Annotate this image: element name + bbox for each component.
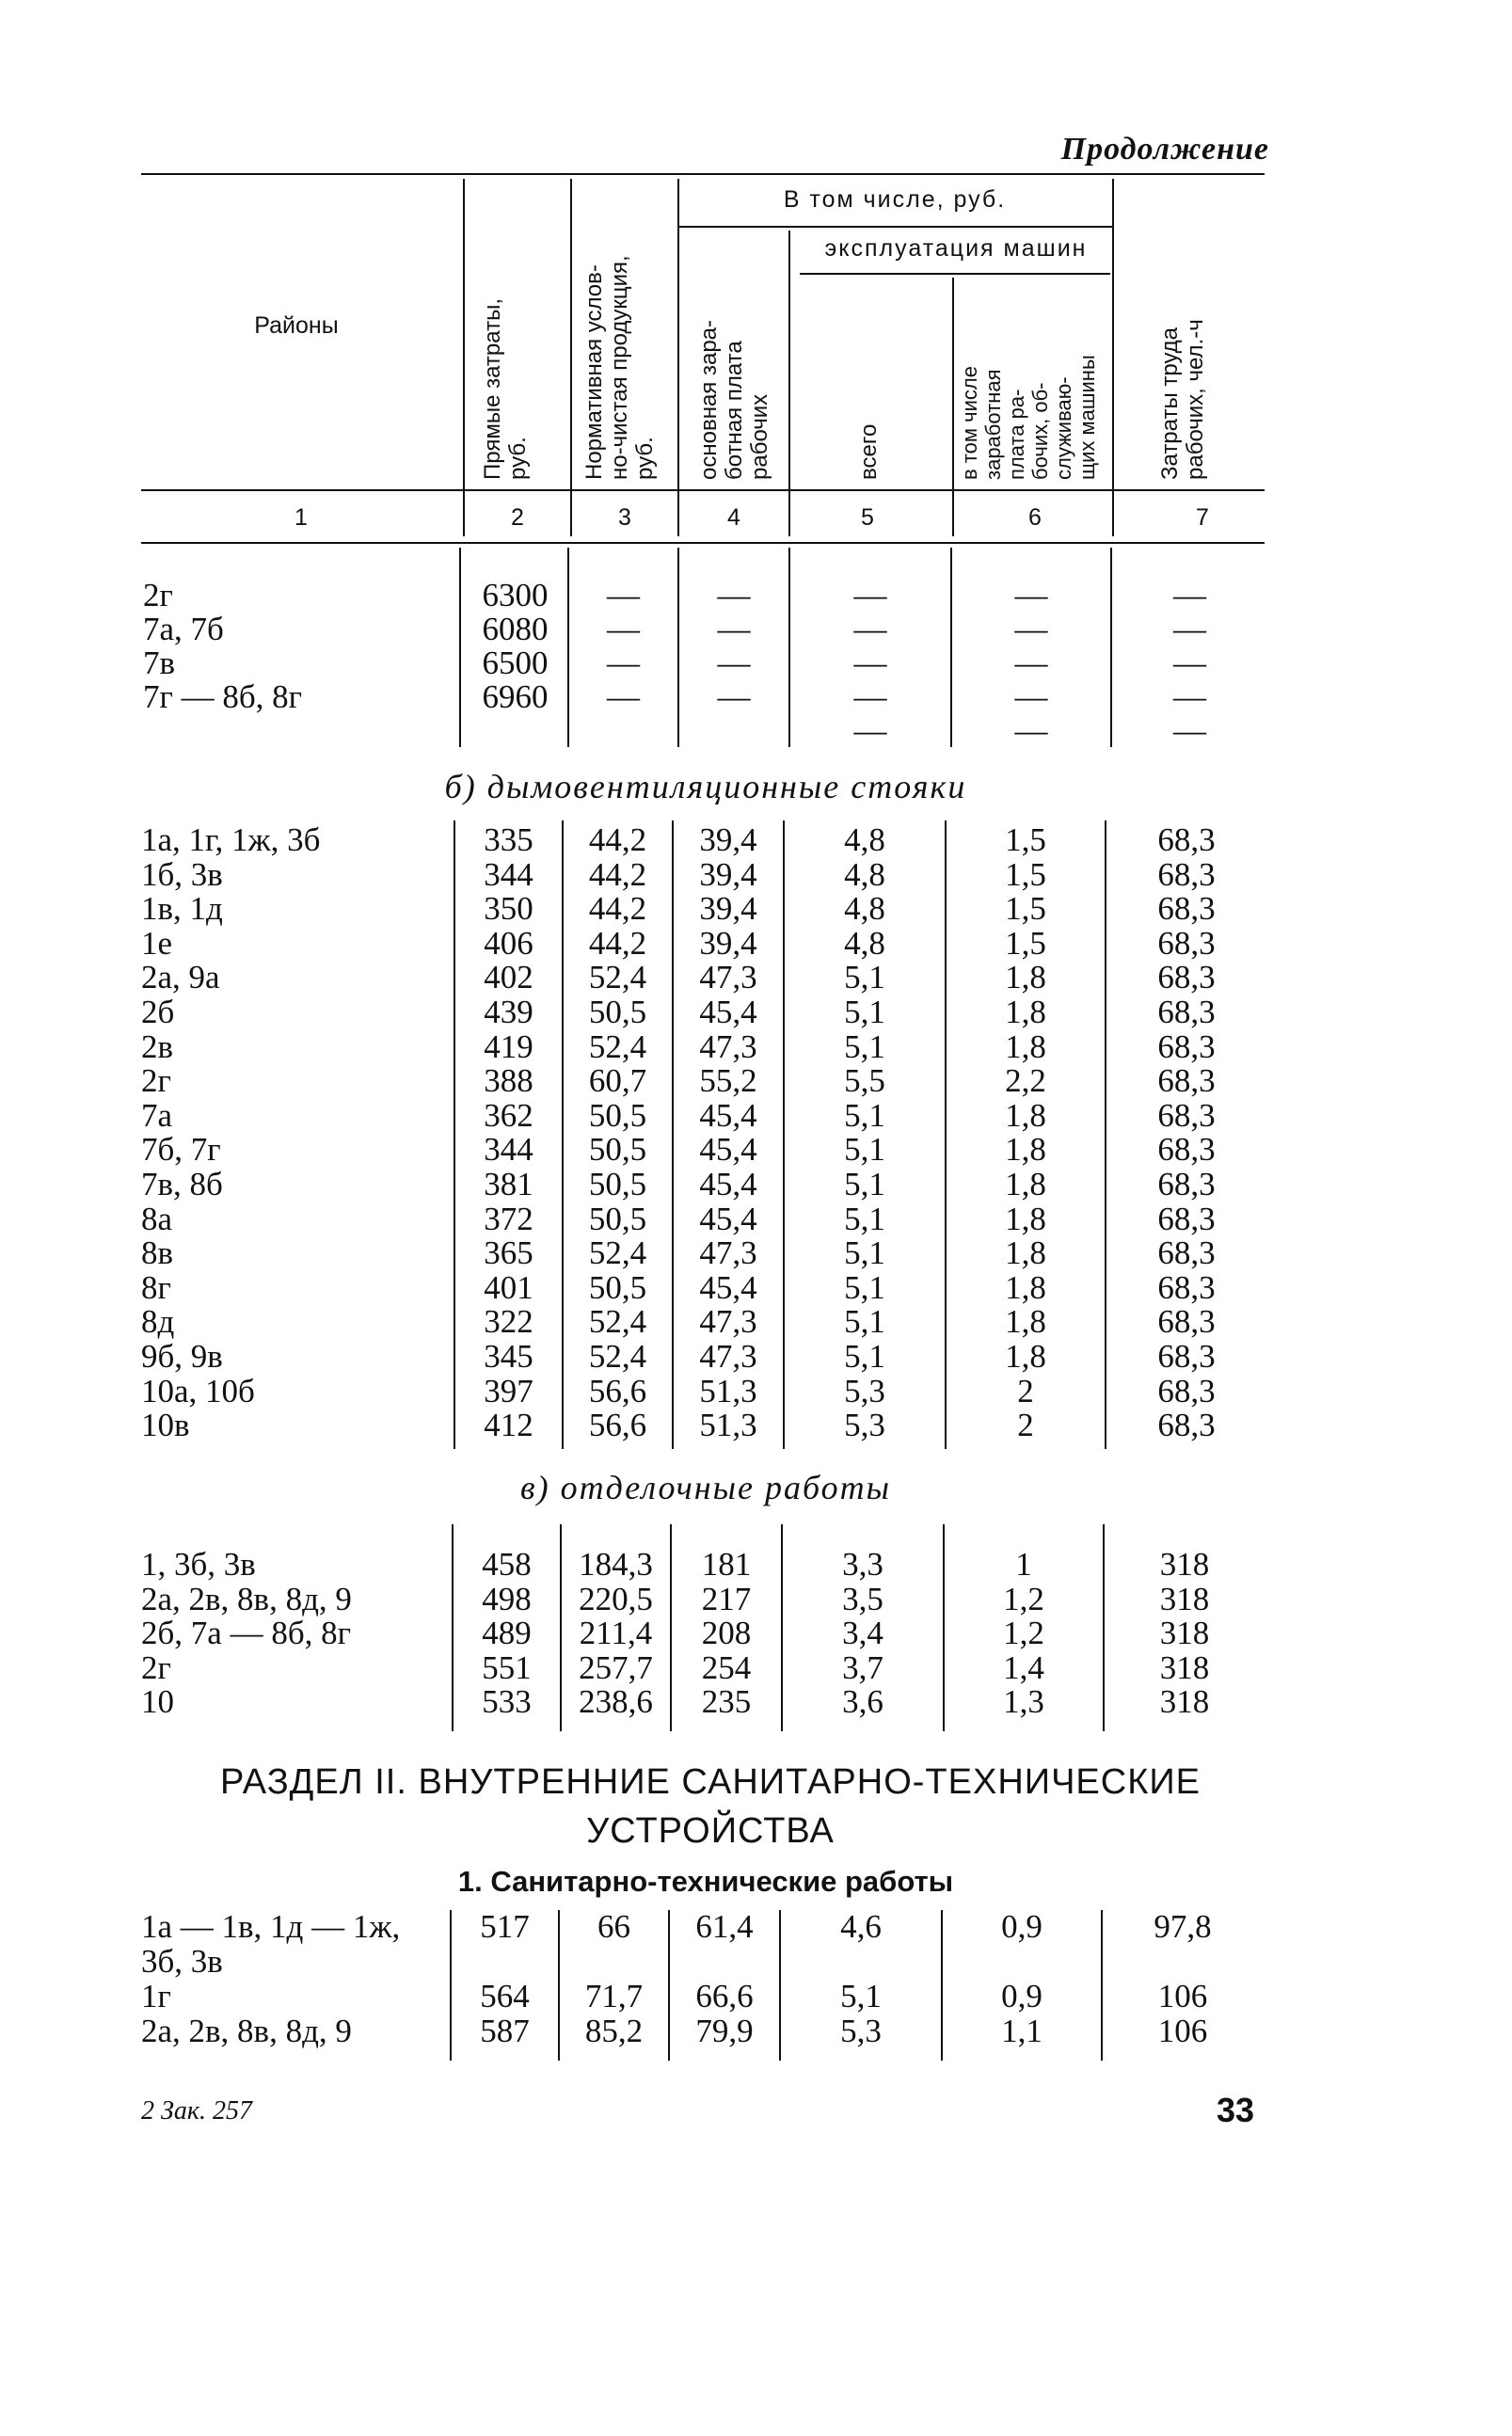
normative-cell: 60,7	[588, 1062, 647, 1100]
wages-cell: 39,4	[699, 890, 757, 928]
normative-cell: 211,4	[579, 1615, 653, 1652]
machine-wages-cell: 2	[1017, 1372, 1034, 1409]
machines-total-cell: —	[853, 611, 887, 647]
labor-cell: 68,3	[1157, 994, 1216, 1030]
machine-wages-cell: 1,8	[1005, 1338, 1046, 1375]
header-sep-5	[952, 278, 954, 536]
labor-cell: 68,3	[1157, 1096, 1216, 1134]
wages-cell: 39,4	[699, 821, 757, 858]
machine-wages-cell: 1,8	[1005, 1096, 1046, 1134]
direct-costs-cell: 439	[484, 994, 533, 1030]
normative-cell: 52,4	[588, 1338, 647, 1375]
direct-costs-cell: 458	[482, 1546, 532, 1583]
machine-wages-cell: 1,5	[1005, 821, 1046, 858]
machines-total-cell: —	[853, 678, 887, 715]
machines-total-cell: 5,1	[844, 1234, 885, 1272]
machine-wages-cell: —	[1014, 577, 1048, 613]
header-districts: Районы	[254, 312, 339, 339]
normative-cell: 66	[597, 1908, 630, 1945]
dash-cell: —	[1014, 712, 1048, 749]
machine-wages-cell: 1,8	[1005, 959, 1046, 996]
machines-total-cell: 3,7	[842, 1648, 883, 1686]
wages-cell: 181	[701, 1546, 752, 1583]
machine-wages-cell: 1,5	[1005, 890, 1046, 928]
machines-total-cell: 5,1	[844, 1338, 885, 1375]
normative-cell: —	[607, 577, 640, 613]
labor-cell: 68,3	[1157, 959, 1216, 996]
direct-costs-cell: 6080	[482, 611, 549, 647]
wages-cell: 217	[701, 1580, 752, 1617]
wages-cell: 51,3	[699, 1372, 757, 1409]
direct-costs-cell: 322	[484, 1303, 533, 1341]
wages-cell: —	[717, 611, 751, 647]
machines-total-cell: 5,1	[844, 1303, 885, 1341]
district-cell: 7в, 8б	[141, 1166, 223, 1202]
wages-cell: 208	[701, 1615, 752, 1652]
normative-cell: —	[607, 611, 640, 647]
direct-costs-cell: 6960	[482, 678, 549, 715]
wages-cell: 47,3	[699, 1234, 757, 1272]
direct-costs-cell: 345	[484, 1338, 533, 1375]
normative-cell: 44,2	[588, 821, 647, 858]
wages-cell: 45,4	[699, 1200, 757, 1237]
district-cell: 7б, 7г	[141, 1131, 221, 1169]
normative-cell: 52,4	[588, 1027, 647, 1065]
district-cell: 2г	[143, 577, 173, 613]
district-cell: 10в	[141, 1407, 190, 1444]
normative-cell: 56,6	[588, 1407, 647, 1444]
direct-costs-cell: 564	[480, 1978, 530, 2014]
wages-cell: —	[717, 577, 751, 613]
header-direct-costs: Прямые затраты, руб.	[480, 298, 531, 480]
normative-cell: 50,5	[588, 1268, 647, 1306]
labor-cell: 68,3	[1157, 924, 1216, 962]
district-cell: 1а — 1в, 1д — 1ж,	[141, 1908, 401, 1945]
normative-cell: 85,2	[584, 2013, 644, 2049]
header-machine-operation: эксплуатация машин	[824, 235, 1088, 262]
machine-wages-cell: 1,1	[1001, 2013, 1042, 2049]
block-c-title: в) отделочные работы	[520, 1469, 891, 1506]
direct-costs-cell: 362	[484, 1096, 533, 1134]
machines-total-cell: —	[853, 645, 887, 681]
header-sep-6	[1112, 179, 1114, 536]
labor-cell: 68,3	[1157, 1338, 1216, 1375]
direct-costs-cell: 551	[482, 1648, 532, 1686]
normative-cell: 50,5	[588, 1200, 647, 1237]
district-cell: 1б, 3в	[141, 855, 223, 893]
normative-cell: 50,5	[588, 1096, 647, 1134]
wages-cell: 51,3	[699, 1407, 757, 1444]
district-cell: 7а	[141, 1096, 173, 1134]
district-cell: 8д	[141, 1303, 175, 1341]
machines-total-cell: 5,1	[844, 959, 885, 996]
header-total: всего	[856, 423, 882, 480]
machine-wages-cell: 1,8	[1005, 1200, 1046, 1237]
machine-wages-cell: 1,5	[1005, 855, 1046, 893]
labor-cell: 318	[1159, 1648, 1210, 1686]
district-cell: 2а, 9а	[141, 959, 220, 996]
labor-cell: 318	[1159, 1615, 1210, 1652]
district-cell: 8а	[141, 1200, 173, 1237]
direct-costs-cell: 365	[484, 1234, 533, 1272]
district-cell: 10	[141, 1683, 174, 1721]
district-cell: 7а, 7б	[143, 611, 224, 647]
normative-cell: 52,4	[588, 1234, 647, 1272]
machine-wages-cell: 1,5	[1005, 924, 1046, 962]
direct-costs-cell: 587	[480, 2013, 530, 2049]
wages-cell: 47,3	[699, 1303, 757, 1341]
machines-total-cell: 3,3	[842, 1546, 883, 1583]
header-normative-output: Нормативная услов- но-чистая продукция, руб.	[581, 255, 658, 480]
order-number: 2 Зак. 257	[141, 2096, 252, 2126]
machine-wages-cell: —	[1014, 678, 1048, 715]
labor-cell: 68,3	[1157, 855, 1216, 893]
machines-total-cell: 3,6	[842, 1683, 883, 1721]
machines-total-cell: 5,1	[844, 1096, 885, 1134]
labor-cell: 68,3	[1157, 890, 1216, 928]
machines-total-cell: 5,1	[844, 1200, 885, 1237]
wages-cell: 61,4	[695, 1908, 754, 1945]
normative-cell: 52,4	[588, 1303, 647, 1341]
wages-cell: 39,4	[699, 924, 757, 962]
header-sep-2	[570, 179, 572, 536]
dash-cell: —	[1173, 712, 1206, 749]
district-cell: 1е	[141, 924, 173, 962]
colnum-7: 7	[1196, 504, 1209, 531]
wages-cell: 45,4	[699, 1166, 757, 1202]
header-sep-1	[463, 179, 465, 536]
district-cell: 1в, 1д	[141, 890, 223, 928]
machine-wages-cell: 2,2	[1005, 1062, 1046, 1100]
normative-cell: —	[607, 645, 640, 681]
machines-total-cell: 5,1	[844, 1131, 885, 1169]
labor-cell: 68,3	[1157, 1234, 1216, 1272]
direct-costs-cell: 372	[484, 1200, 533, 1237]
wages-cell: 47,3	[699, 959, 757, 996]
labor-cell: 68,3	[1157, 1372, 1216, 1409]
machine-wages-cell: 0,9	[1001, 1908, 1042, 1945]
labor-cell: 68,3	[1157, 1027, 1216, 1065]
machines-total-cell: 3,4	[842, 1615, 883, 1652]
block-b-title: б) дымовентиляционные стояки	[444, 768, 967, 805]
district-cell: 2а, 2в, 8в, 8д, 9	[141, 2013, 352, 2049]
header-sep-4	[788, 231, 790, 536]
normative-cell: 50,5	[588, 1166, 647, 1202]
machines-total-cell: 5,1	[844, 1027, 885, 1065]
header-rule-machines	[800, 273, 1110, 275]
district-cell: 2г	[141, 1648, 171, 1686]
district-cell: 10а, 10б	[141, 1372, 255, 1409]
wages-cell: 45,4	[699, 994, 757, 1030]
wages-cell: 45,4	[699, 1131, 757, 1169]
wages-cell: 79,9	[695, 2013, 754, 2049]
header-base-wages: основная зара- ботная плата рабочих	[696, 319, 772, 480]
district-cell: 1а, 1г, 1ж, 3б	[141, 821, 321, 858]
colnum-bottom-rule	[141, 542, 1265, 544]
district-cell: 7в	[143, 645, 176, 681]
normative-cell: 44,2	[588, 924, 647, 962]
section-subtitle: 1. Санитарно-технические работы	[457, 1865, 954, 1898]
district-cell: 2б	[141, 994, 175, 1030]
machine-wages-cell: 1,8	[1005, 1166, 1046, 1202]
normative-cell: 50,5	[588, 994, 647, 1030]
direct-costs-cell: 533	[482, 1683, 532, 1721]
labor-cell: 68,3	[1157, 1407, 1216, 1444]
machines-total-cell: 4,8	[844, 855, 885, 893]
labor-cell: —	[1173, 577, 1206, 613]
direct-costs-cell: 406	[484, 924, 533, 962]
district-cell: 2б, 7а — 8б, 8г	[141, 1615, 352, 1652]
section-title-line2: УСТРОЙСТВА	[586, 1811, 835, 1851]
wages-cell: 39,4	[699, 855, 757, 893]
district-cell: 8г	[141, 1268, 171, 1306]
direct-costs-cell: 412	[484, 1407, 533, 1444]
direct-costs-cell: 350	[484, 890, 533, 928]
wages-cell: —	[717, 645, 751, 681]
direct-costs-cell: 381	[484, 1166, 533, 1202]
machine-wages-cell: 1	[1015, 1546, 1032, 1583]
district-cell: 7г — 8б, 8г	[143, 678, 303, 715]
header-sep-3	[677, 179, 679, 536]
machines-total-cell: 5,3	[840, 2013, 882, 2049]
direct-costs-cell: 344	[484, 1131, 533, 1169]
direct-costs-cell: 397	[484, 1372, 533, 1409]
wages-cell: —	[717, 678, 751, 715]
machines-total-cell: 5,1	[844, 1268, 885, 1306]
normative-cell: —	[607, 678, 640, 715]
district-cell: 9б, 9в	[141, 1338, 223, 1375]
normative-cell: 220,5	[579, 1580, 653, 1617]
machine-wages-cell: 1,4	[1003, 1648, 1044, 1686]
header-labor-costs: Затраты труда рабочих, чел.-ч	[1157, 319, 1208, 480]
labor-cell: 318	[1159, 1683, 1210, 1721]
machines-total-cell: 5,5	[844, 1062, 885, 1100]
machine-wages-cell: 1,8	[1005, 1303, 1046, 1341]
colnum-1: 1	[294, 504, 308, 531]
normative-cell: 257,7	[579, 1648, 653, 1686]
district-cell: 8в	[141, 1234, 174, 1272]
district-cell: 2в	[141, 1027, 174, 1065]
machines-total-cell: 5,3	[844, 1372, 885, 1409]
labor-cell: —	[1173, 645, 1206, 681]
dash-cell: —	[853, 712, 887, 749]
direct-costs-cell: 419	[484, 1027, 533, 1065]
machine-wages-cell: 1,2	[1003, 1615, 1044, 1652]
normative-cell: 238,6	[579, 1683, 653, 1721]
labor-cell: 68,3	[1157, 1131, 1216, 1169]
labor-cell: 318	[1159, 1580, 1210, 1617]
machines-total-cell: —	[853, 577, 887, 613]
machines-total-cell: 5,1	[844, 994, 885, 1030]
wages-cell: 235	[701, 1683, 752, 1721]
labor-cell: —	[1173, 678, 1206, 715]
machines-total-cell: 4,8	[844, 924, 885, 962]
direct-costs-cell: 344	[484, 855, 533, 893]
normative-cell: 44,2	[588, 855, 647, 893]
machine-wages-cell: 1,8	[1005, 1234, 1046, 1272]
machine-wages-cell: 1,3	[1003, 1683, 1044, 1721]
machines-total-cell: 4,8	[844, 821, 885, 858]
colnum-6: 6	[1028, 504, 1042, 531]
wages-cell: 47,3	[699, 1027, 757, 1065]
district-cell: 3б, 3в	[141, 1943, 223, 1980]
district-cell: 2г	[141, 1062, 171, 1100]
header-including-rub: В том числе, руб.	[783, 186, 1007, 213]
wages-cell: 66,6	[695, 1978, 754, 2014]
direct-costs-cell: 388	[484, 1062, 533, 1100]
labor-cell: 68,3	[1157, 1062, 1216, 1100]
machine-wages-cell: 1,8	[1005, 1131, 1046, 1169]
district-cell: 1, 3б, 3в	[141, 1546, 256, 1583]
labor-cell: 97,8	[1154, 1908, 1212, 1945]
machine-wages-cell: 1,8	[1005, 1027, 1046, 1065]
machine-wages-cell: 2	[1017, 1407, 1034, 1444]
labor-cell: 68,3	[1157, 1268, 1216, 1306]
labor-cell: 106	[1157, 2013, 1208, 2049]
direct-costs-cell: 498	[482, 1580, 532, 1617]
direct-costs-cell: 6300	[482, 577, 549, 613]
normative-cell: 56,6	[588, 1372, 647, 1409]
labor-cell: 68,3	[1157, 1200, 1216, 1237]
header-including-wages: в том числе заработная плата ра- бочих, об- служиваю- щих машины	[958, 355, 1099, 480]
machines-total-cell: 3,5	[842, 1580, 883, 1617]
colnum-5: 5	[861, 504, 874, 531]
direct-costs-cell: 489	[482, 1615, 532, 1652]
wages-cell: 47,3	[699, 1338, 757, 1375]
district-cell: 1г	[141, 1978, 171, 2014]
labor-cell: 68,3	[1157, 1303, 1216, 1341]
continuation-label: Продолжение	[1060, 132, 1269, 167]
machines-total-cell: 4,8	[844, 890, 885, 928]
wages-cell: 55,2	[699, 1062, 757, 1100]
wages-cell: 254	[701, 1648, 752, 1686]
normative-cell: 52,4	[588, 959, 647, 996]
colnum-3: 3	[618, 504, 631, 531]
labor-cell: 318	[1159, 1546, 1210, 1583]
machines-total-cell: 5,3	[844, 1407, 885, 1444]
machines-total-cell: 5,1	[840, 1978, 882, 2014]
machine-wages-cell: 1,8	[1005, 1268, 1046, 1306]
wages-cell: 45,4	[699, 1096, 757, 1134]
labor-cell: 68,3	[1157, 821, 1216, 858]
normative-cell: 44,2	[588, 890, 647, 928]
colnum-4: 4	[727, 504, 740, 531]
wages-cell: 45,4	[699, 1268, 757, 1306]
header-bottom-rule	[141, 489, 1265, 491]
normative-cell: 71,7	[584, 1978, 644, 2014]
direct-costs-cell: 401	[484, 1268, 533, 1306]
labor-cell: 106	[1157, 1978, 1208, 2014]
machines-total-cell: 5,1	[844, 1166, 885, 1202]
header-rule-including	[677, 226, 1112, 228]
machine-wages-cell: —	[1014, 611, 1048, 647]
normative-cell: 184,3	[579, 1546, 653, 1583]
header-top-rule	[141, 173, 1265, 175]
direct-costs-cell: 6500	[482, 645, 549, 681]
colnum-2: 2	[511, 504, 524, 531]
page-number: 33	[1217, 2091, 1255, 2129]
labor-cell: 68,3	[1157, 1166, 1216, 1202]
direct-costs-cell: 402	[484, 959, 533, 996]
normative-cell: 50,5	[588, 1131, 647, 1169]
machines-total-cell: 4,6	[840, 1908, 882, 1945]
machine-wages-cell: —	[1014, 645, 1048, 681]
machine-wages-cell: 1,2	[1003, 1580, 1044, 1617]
machine-wages-cell: 0,9	[1001, 1978, 1042, 2014]
labor-cell: —	[1173, 611, 1206, 647]
machine-wages-cell: 1,8	[1005, 994, 1046, 1030]
section-title-line1: РАЗДЕЛ II. ВНУТРЕННИЕ САНИТАРНО-ТЕХНИЧЕСКИЕ	[220, 1762, 1201, 1802]
district-cell: 2а, 2в, 8в, 8д, 9	[141, 1580, 352, 1617]
direct-costs-cell: 335	[484, 821, 533, 858]
direct-costs-cell: 517	[480, 1908, 530, 1945]
